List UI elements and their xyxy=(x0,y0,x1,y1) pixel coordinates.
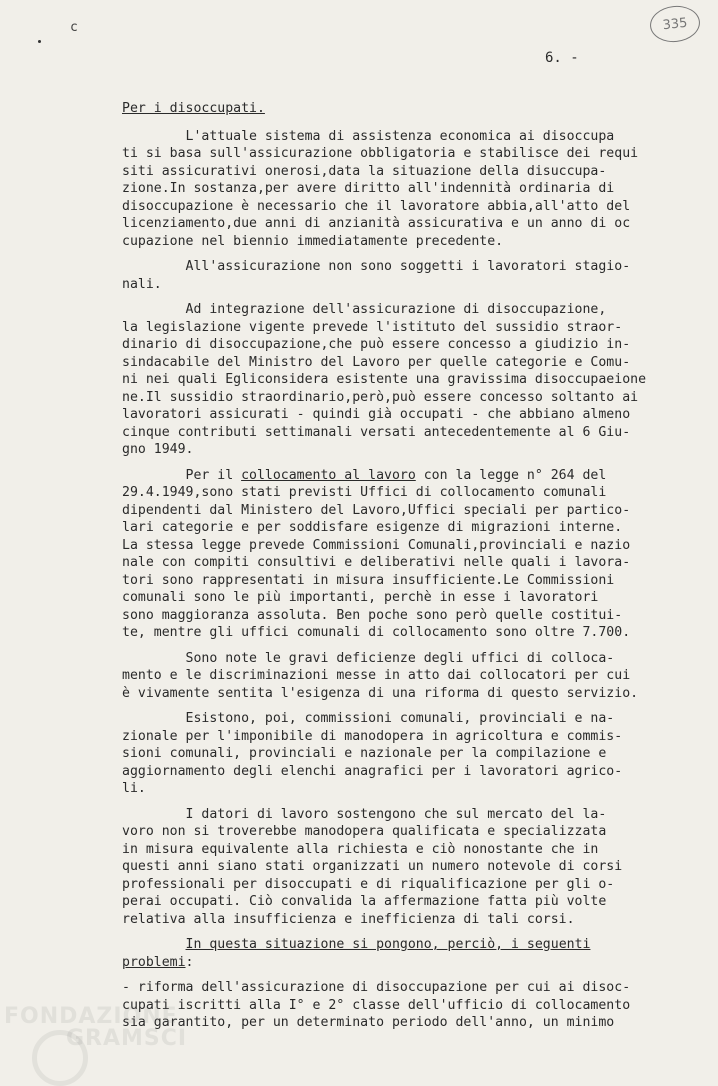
paragraph xyxy=(122,128,692,251)
margin-mark: c xyxy=(70,20,78,35)
text-line: tori sono rappresentati in misura insufficiente.Le Commissioni xyxy=(122,572,615,588)
text-span: Per il xyxy=(122,467,242,483)
text-line: lari categorie e per soddisfare esigenze di migrazioni interne. xyxy=(122,520,623,535)
text-line: mento e le discriminazioni messe in atto dai collocatori per cui xyxy=(122,668,631,683)
paragraph xyxy=(122,650,692,703)
text-line: La stessa legge prevede Commissioni Comunali,provinciali e nazio xyxy=(122,537,631,553)
text-span: con la legge n° 264 del xyxy=(415,467,607,483)
paragraph xyxy=(122,301,692,459)
text-line: in misura equivalente alla richiesta e ciò nonostante che in xyxy=(122,841,599,857)
text-line: sia garantito, per un determinato periodo dell'anno, un minimo xyxy=(122,1015,615,1030)
text-line: dinario di disoccupazione,che può essere concesso a giudizio in- xyxy=(122,337,631,352)
text-line: lavoratori assicurati - quindi già occupati - che abbiano almeno xyxy=(122,407,631,422)
text-line: ni nei quali Egliconsidera esistente una gravissima disoccupaeione xyxy=(122,372,647,387)
archive-watermark xyxy=(4,1000,224,1080)
paragraph-gap xyxy=(122,971,692,979)
text-line: li. xyxy=(122,781,146,796)
paragraph xyxy=(122,710,692,798)
paragraphs xyxy=(122,128,692,1032)
text-line: perai occupati. Ciò convalida la affermazione fatta più volte xyxy=(122,894,607,909)
text-span: : xyxy=(185,954,194,970)
paragraph xyxy=(122,806,692,929)
text-line: disoccupazione è necessario che il lavoratore abbia,all'atto del xyxy=(122,198,631,214)
text-line: licenziamento,due anni di anzianità assicurativa e un anno di oc xyxy=(122,216,631,231)
text-line: L'attuale sistema di assistenza economica ai disoccupa xyxy=(122,128,615,144)
text-line: ti si basa sull'assicurazione obbligatoria e stabilisce dei requi xyxy=(122,146,639,161)
text-line: te, mentre gli uffici comunali di collocamento sono oltre 7.700. xyxy=(122,625,631,640)
paragraph xyxy=(122,467,692,642)
underlined-text: problemi xyxy=(122,954,186,970)
section-title: Per i disoccupati. xyxy=(122,101,265,116)
text-line: Sono note le gravi deficienze degli uffici di colloca- xyxy=(122,650,615,666)
underlined-text: collocamento al lavoro xyxy=(241,467,416,483)
text-line: questi anni siano stati organizzati un numero notevole di corsi xyxy=(122,859,623,874)
text-line: zionale per l'imponibile di manodopera in agricoltura e commis- xyxy=(122,728,623,744)
text-line: All'assicurazione non sono soggetti i lavoratori stagio- xyxy=(122,259,631,274)
text-line: sono maggioranza assoluta. Ben poche sono però quelle costitui- xyxy=(122,607,623,623)
text-line: sindacabile del Ministro del Lavoro per quelle categorie e Comu- xyxy=(122,354,631,370)
paragraph-gap xyxy=(122,702,692,710)
text-line xyxy=(122,467,692,485)
document-body xyxy=(122,100,692,1032)
ink-dot xyxy=(38,40,41,43)
text-line: relativa alla insufficienza e inefficienza di tali corsi. xyxy=(122,911,575,927)
watermark-line-2: GRAMSCI xyxy=(66,1026,188,1051)
text-line: voro non si troverebbe manodopera qualificata e specializzata xyxy=(122,824,607,839)
text-line: 29.4.1949,sono stati previsti Uffici di collocamento comunali xyxy=(122,485,607,500)
text-line: zione.In sostanza,per avere diritto all'indennità ordinaria di xyxy=(122,181,615,196)
text-line: nale con compiti consultivi e deliberativi nelle quali i lavora- xyxy=(122,555,631,570)
text-line: cupati iscritti alla I° e 2° classe dell'ufficio di collocamento xyxy=(122,997,631,1013)
text-line: ne.Il sussidio straordinario,però,può essere concesso soltanto ai xyxy=(122,389,639,405)
text-line: aggiornamento degli elenchi anagrafici per i lavoratori agrico- xyxy=(122,763,623,779)
text-line: - riforma dell'assicurazione di disoccupazione per cui ai disoc- xyxy=(122,980,631,995)
text-line: è vivamente sentita l'esigenza di una riforma di questo servizio. xyxy=(122,685,639,701)
paragraph-gap xyxy=(122,642,692,650)
text-span xyxy=(122,937,186,952)
paragraph-gap xyxy=(122,798,692,806)
text-line: gno 1949. xyxy=(122,442,194,457)
paragraph xyxy=(122,936,692,971)
paragraph-gap xyxy=(122,928,692,936)
text-line: nali. xyxy=(122,276,162,292)
text-line: cinque contributi settimanali versati antecedentemente al 6 Giu- xyxy=(122,424,631,440)
paragraph-gap xyxy=(122,250,692,258)
text-line: Ad integrazione dell'assicurazione di disoccupazione, xyxy=(122,302,607,317)
text-line xyxy=(122,936,692,954)
underlined-text: In questa situazione si pongono, perciò, i seguenti xyxy=(185,937,591,952)
paragraph-gap xyxy=(122,459,692,467)
text-line: cupazione nel biennio immediatamente precedente. xyxy=(122,233,504,249)
text-line: Esistono, poi, commissioni comunali, provinciali e na- xyxy=(122,711,615,726)
text-line xyxy=(122,954,692,972)
text-line: la legislazione vigente prevede l'istituto del sussidio straor- xyxy=(122,319,623,335)
text-line: comunali sono le più importanti, perchè in esse i lavoratori xyxy=(122,590,599,605)
text-line: sioni comunali, provinciali e nazionale per la compilazione e xyxy=(122,746,607,761)
page-number: 6. - xyxy=(545,50,579,66)
text-line: dipendenti dal Ministero del Lavoro,Uffici speciali per partico- xyxy=(122,502,631,518)
paragraph xyxy=(122,258,692,293)
text-line: I datori di lavoro sostengono che sul mercato del la- xyxy=(122,806,607,822)
archive-number-stamp: 335 xyxy=(648,3,701,44)
text-line: professionali per disoccupati e di riqualificazione per gli o- xyxy=(122,876,615,892)
text-line: siti assicurativi onerosi,data la situazione della disuccupa- xyxy=(122,163,607,179)
watermark-line-1: FONDAZIONE xyxy=(4,1004,178,1029)
paragraph-gap xyxy=(122,293,692,301)
